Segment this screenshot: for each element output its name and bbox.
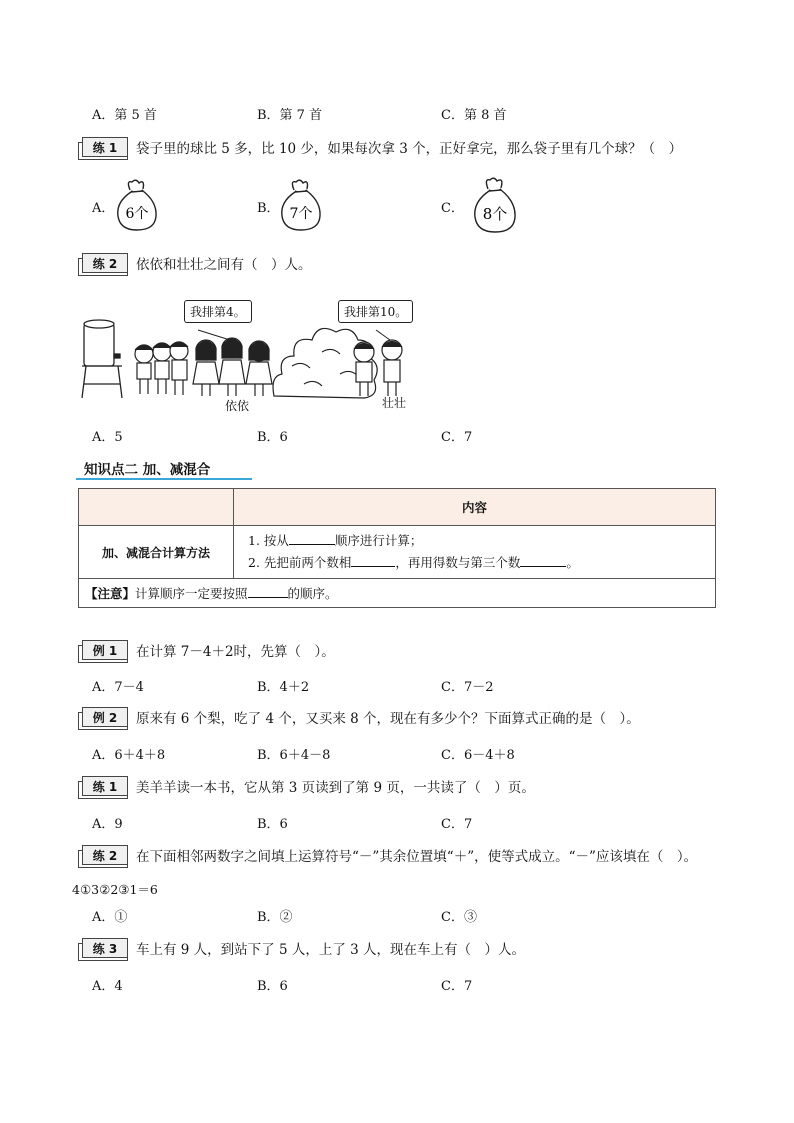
row-label: 加、减混合计算方法 xyxy=(79,526,234,579)
option-a[interactable]: A．6＋4＋8 xyxy=(92,748,166,763)
question-tag: 例 2 xyxy=(78,707,128,727)
speech-bubble-right: 我排第10。 xyxy=(338,300,413,323)
title-underline xyxy=(76,478,252,480)
svg-text:7个: 7个 xyxy=(289,206,313,222)
option-b[interactable]: B．6 xyxy=(257,817,288,832)
option-a[interactable]: A．7－4 xyxy=(92,680,144,695)
question-tag: 练 1 xyxy=(78,776,128,796)
header-empty xyxy=(79,489,234,526)
question-tag: 练 2 xyxy=(78,253,128,273)
option-c[interactable]: C．③ xyxy=(441,910,477,925)
question-tag: 练 2 xyxy=(78,845,128,865)
speech-bubble-left: 我排第4。 xyxy=(184,300,252,323)
option-b[interactable]: B．6 xyxy=(257,430,288,445)
question-text: 依依和壮壮之间有（ ）人。 xyxy=(136,257,312,273)
svg-text:8个: 8个 xyxy=(482,205,508,223)
question-tag: 练 1 xyxy=(78,137,128,157)
option-a[interactable]: A．9 xyxy=(92,817,123,832)
option-a[interactable]: A．① xyxy=(92,910,128,925)
row-content: 1. 按从 顺序进行计算； 2. 先把前两个数相 ，再用得数与第三个数 。 xyxy=(234,526,716,579)
option-c[interactable]: C． xyxy=(441,201,464,216)
svg-text:6个: 6个 xyxy=(125,206,149,222)
option-c[interactable]: C．7 xyxy=(441,979,473,994)
question-text: 美羊羊读一本书，它从第 3 页读到了第 9 页，一共读了（ ）页。 xyxy=(136,780,535,796)
option-a[interactable]: A．5 xyxy=(92,430,123,445)
question-example-1 xyxy=(78,637,335,663)
header-content: 内容 xyxy=(234,489,716,526)
children-group-icon xyxy=(135,338,272,396)
question-tag: 例 1 xyxy=(78,640,128,660)
option-c[interactable]: C．第 8 首 xyxy=(441,108,507,123)
option-c[interactable]: C．7－2 xyxy=(441,680,494,695)
question-practice-3-bus xyxy=(78,935,525,961)
knowledge-table xyxy=(78,488,716,608)
bag-7-icon xyxy=(276,176,326,232)
option-a[interactable]: A．第 5 首 xyxy=(92,108,157,123)
label-yiyi: 依依 xyxy=(225,399,250,413)
option-c[interactable]: C．6－4＋8 xyxy=(441,748,515,763)
knowledge-point-title: 知识点二 加、减混合 xyxy=(84,462,211,478)
option-b[interactable]: B．6＋4－8 xyxy=(257,748,331,763)
water-dispenser-icon xyxy=(82,320,122,398)
question-text: 车上有 9 人，到站下了 5 人，上了 3 人，现在车上有（ ）人。 xyxy=(136,942,526,958)
option-a[interactable]: A．4 xyxy=(92,979,123,994)
option-a[interactable]: A． xyxy=(92,201,115,216)
question-text: 在计算 7－4＋2时，先算（ ）。 xyxy=(136,644,335,660)
note-row: 【注意】计算顺序一定要按照 的顺序。 xyxy=(79,579,716,608)
question-text: 原来有 6 个梨，吃了 4 个，又买来 8 个，现在有多少个？下面算式正确的是（ ）。 xyxy=(136,711,640,727)
question-practice-1-pages xyxy=(78,773,535,799)
option-b[interactable]: B．6 xyxy=(257,979,288,994)
question-text: 袋子里的球比 5 多，比 10 少，如果每次拿 3 个，正好拿完，那么袋子里有几个球？（ ） xyxy=(136,141,683,157)
question-text: 在下面相邻两数字之间填上运算符号“－”其余位置填“＋”，使等式成立。“－”应该填在（ ）。 xyxy=(136,849,698,865)
question-practice-2-operators xyxy=(78,842,697,868)
option-c[interactable]: C．7 xyxy=(441,817,473,832)
question-practice-2-queue xyxy=(78,250,312,276)
option-b[interactable]: B．第 7 首 xyxy=(257,108,323,123)
question-example-2 xyxy=(78,704,640,730)
equation: 4①3②2③1＝6 xyxy=(72,882,158,897)
bag-8-icon xyxy=(468,174,522,234)
option-b[interactable]: B．② xyxy=(257,910,293,925)
option-b[interactable]: B． xyxy=(257,201,280,216)
option-c[interactable]: C．7 xyxy=(441,430,473,445)
question-practice-1-balls xyxy=(78,134,682,160)
option-b[interactable]: B．4＋2 xyxy=(257,680,310,695)
bag-6-icon xyxy=(112,176,162,232)
label-zhuangzhuang: 壮壮 xyxy=(382,396,407,410)
question-tag: 练 3 xyxy=(78,938,128,958)
